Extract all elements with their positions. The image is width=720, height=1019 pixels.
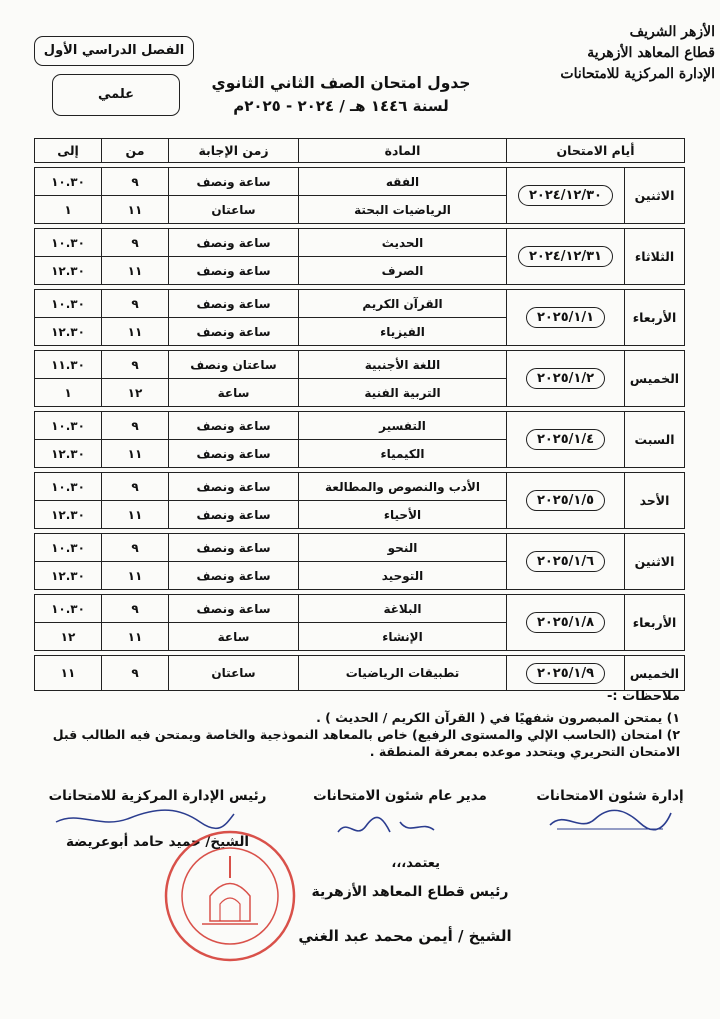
date-cell xyxy=(507,595,625,651)
to-cell: ١٢ xyxy=(35,623,102,651)
to-cell: ١٢.٣٠ xyxy=(35,318,102,346)
to-cell: ١٢.٣٠ xyxy=(35,440,102,468)
day-cell: الخميس xyxy=(625,656,685,691)
document-title xyxy=(200,72,482,118)
approval-label: يعتمد،،، xyxy=(391,856,440,871)
date-cell xyxy=(507,229,625,285)
subject-cell: الإنشاء xyxy=(299,623,507,651)
duration-cell: ساعة ونصف xyxy=(169,501,299,529)
date-cell xyxy=(507,412,625,468)
subject-cell: النحو xyxy=(299,534,507,562)
from-cell: ٩ xyxy=(102,168,169,196)
to-cell: ١٢.٣٠ xyxy=(35,501,102,529)
subject-cell: الرياضيات البحتة xyxy=(299,196,507,224)
subject-cell: الأدب والنصوص والمطالعة xyxy=(299,473,507,501)
to-cell: ١٠.٣٠ xyxy=(35,473,102,501)
to-cell: ١٢.٣٠ xyxy=(35,257,102,285)
header-row xyxy=(35,139,685,163)
from-cell: ٩ xyxy=(102,595,169,623)
duration-cell: ساعة ونصف xyxy=(169,534,299,562)
signature-general-manager: مدير عام شئون الامتحانات xyxy=(313,788,487,804)
subject-cell: الكيمياء xyxy=(299,440,507,468)
duration-cell: ساعة xyxy=(169,623,299,651)
notes-title: ملاحظات :- xyxy=(606,689,680,704)
signature-exams-admin: إدارة شئون الامتحانات xyxy=(536,788,684,804)
from-cell: ٩ xyxy=(102,290,169,318)
table-row xyxy=(35,168,685,196)
date-cell xyxy=(507,534,625,590)
table-row xyxy=(35,534,685,562)
day-cell: الأربعاء xyxy=(625,290,685,346)
duration-cell: ساعة ونصف xyxy=(169,257,299,285)
to-cell: ١٠.٣٠ xyxy=(35,534,102,562)
date-cell xyxy=(507,473,625,529)
note-item: ٢) امتحان (الحاسب الإلي والمستوى الرفيع) خاص بالمعاهد النموذجية والخاصة ويمتحن فيه الطالب قبل الامتحان التحريري ويتحدد موعده بمعرفة المنطقة . xyxy=(52,727,680,759)
from-cell: ٩ xyxy=(102,412,169,440)
duration-cell: ساعة ونصف xyxy=(169,412,299,440)
duration-cell: ساعة ونصف xyxy=(169,562,299,590)
duration-cell: ساعة ونصف xyxy=(169,318,299,346)
from-cell: ١١ xyxy=(102,440,169,468)
table-row xyxy=(35,229,685,257)
duration-cell: ساعتان ونصف xyxy=(169,351,299,379)
duration-cell: ساعة ونصف xyxy=(169,290,299,318)
date-value: ٢٠٢٥/١/١ xyxy=(526,307,605,328)
duration-cell: ساعة xyxy=(169,379,299,407)
handwritten-signature-icon xyxy=(330,810,440,844)
col-header-duration: زمن الإجابة xyxy=(169,139,299,163)
subject-cell: الفيزياء xyxy=(299,318,507,346)
col-header-subject: المادة xyxy=(299,139,507,163)
subject-cell: التربية الفنية xyxy=(299,379,507,407)
from-cell: ١١ xyxy=(102,318,169,346)
subject-cell: التوحيد xyxy=(299,562,507,590)
from-cell: ١١ xyxy=(102,501,169,529)
schedule-table xyxy=(34,138,685,691)
duration-cell: ساعتان xyxy=(169,196,299,224)
subject-cell: الفقه xyxy=(299,168,507,196)
sector-head-name: الشيخ / أيمن محمد عبد الغني xyxy=(298,927,512,945)
day-cell: الاثنين xyxy=(625,534,685,590)
subject-cell: تطبيقات الرياضيات xyxy=(299,656,507,691)
from-cell: ١٢ xyxy=(102,379,169,407)
subject-cell: اللغة الأجنبية xyxy=(299,351,507,379)
from-cell: ١١ xyxy=(102,257,169,285)
date-cell xyxy=(507,351,625,407)
day-cell: الثلاثاء xyxy=(625,229,685,285)
date-value: ٢٠٢٤/١٢/٣٠ xyxy=(518,185,613,206)
title-year: لسنة ١٤٤٦ هـ / ٢٠٢٤ - ٢٠٢٥م xyxy=(233,97,449,115)
day-cell: الأحد xyxy=(625,473,685,529)
from-cell: ٩ xyxy=(102,229,169,257)
col-header-days: أيام الامتحان xyxy=(507,139,685,163)
from-cell: ١١ xyxy=(102,623,169,651)
signature-central-head: رئيس الإدارة المركزية للامتحانات xyxy=(48,788,267,804)
duration-cell: ساعتان xyxy=(169,656,299,691)
central-head-name: الشيخ/ حميد حامد أبوعريضة xyxy=(65,834,250,850)
duration-cell: ساعة ونصف xyxy=(169,229,299,257)
table-row xyxy=(35,412,685,440)
date-value: ٢٠٢٥/١/٩ xyxy=(526,663,605,684)
duration-cell: ساعة ونصف xyxy=(169,440,299,468)
day-cell: الاثنين xyxy=(625,168,685,224)
subject-cell: القرآن الكريم xyxy=(299,290,507,318)
to-cell: ١٢.٣٠ xyxy=(35,562,102,590)
day-cell: الأربعاء xyxy=(625,595,685,651)
to-cell: ١٠.٣٠ xyxy=(35,229,102,257)
to-cell: ١٠.٣٠ xyxy=(35,412,102,440)
table-row xyxy=(35,290,685,318)
from-cell: ٩ xyxy=(102,473,169,501)
track-label: علمي xyxy=(52,74,180,116)
date-cell xyxy=(507,290,625,346)
notes-section xyxy=(40,688,680,760)
table-row xyxy=(35,656,685,691)
institution-line: الأزهر الشريف xyxy=(629,24,715,40)
from-cell: ٩ xyxy=(102,656,169,691)
subject-cell: الأحياء xyxy=(299,501,507,529)
to-cell: ١ xyxy=(35,379,102,407)
col-header-from: من xyxy=(102,139,169,163)
note-item: ١) يمتحن المبصرون شفهيًا في ( القرآن الكريم / الحديث ) . xyxy=(316,710,680,725)
date-value: ٢٠٢٥/١/٢ xyxy=(526,368,605,389)
handwritten-signature-icon xyxy=(545,805,675,835)
date-value: ٢٠٢٥/١/٦ xyxy=(526,551,605,572)
from-cell: ١١ xyxy=(102,196,169,224)
subject-cell: التفسير xyxy=(299,412,507,440)
title-line: جدول امتحان الصف الثاني الثانوي xyxy=(211,74,471,92)
to-cell: ١٠.٣٠ xyxy=(35,168,102,196)
subject-cell: البلاغة xyxy=(299,595,507,623)
day-cell: الخميس xyxy=(625,351,685,407)
from-cell: ١١ xyxy=(102,562,169,590)
day-cell: السبت xyxy=(625,412,685,468)
date-value: ٢٠٢٥/١/٤ xyxy=(526,429,605,450)
term-label: الفصل الدراسي الأول xyxy=(34,36,194,66)
date-value: ٢٠٢٥/١/٥ xyxy=(526,490,605,511)
to-cell: ١٠.٣٠ xyxy=(35,290,102,318)
to-cell: ١٠.٣٠ xyxy=(35,595,102,623)
table-row xyxy=(35,595,685,623)
subject-cell: الصرف xyxy=(299,257,507,285)
date-cell xyxy=(507,168,625,224)
exam-schedule xyxy=(35,138,685,691)
official-stamp-icon xyxy=(160,826,300,966)
subject-cell: الحديث xyxy=(299,229,507,257)
to-cell: ١١.٣٠ xyxy=(35,351,102,379)
to-cell: ١١ xyxy=(35,656,102,691)
schedule-body xyxy=(35,163,685,691)
table-row xyxy=(35,473,685,501)
table-row xyxy=(35,351,685,379)
date-cell xyxy=(507,656,625,691)
institution-line: الإدارة المركزية للامتحانات xyxy=(560,66,715,82)
duration-cell: ساعة ونصف xyxy=(169,473,299,501)
to-cell: ١ xyxy=(35,196,102,224)
institution-line: قطاع المعاهد الأزهرية xyxy=(587,45,715,61)
from-cell: ٩ xyxy=(102,351,169,379)
col-header-to: إلى xyxy=(35,139,102,163)
sector-head-title: رئيس قطاع المعاهد الأزهرية xyxy=(311,884,509,900)
duration-cell: ساعة ونصف xyxy=(169,168,299,196)
date-value: ٢٠٢٤/١٢/٣١ xyxy=(518,246,613,267)
duration-cell: ساعة ونصف xyxy=(169,595,299,623)
from-cell: ٩ xyxy=(102,534,169,562)
date-value: ٢٠٢٥/١/٨ xyxy=(526,612,605,633)
institution-header xyxy=(500,22,715,85)
